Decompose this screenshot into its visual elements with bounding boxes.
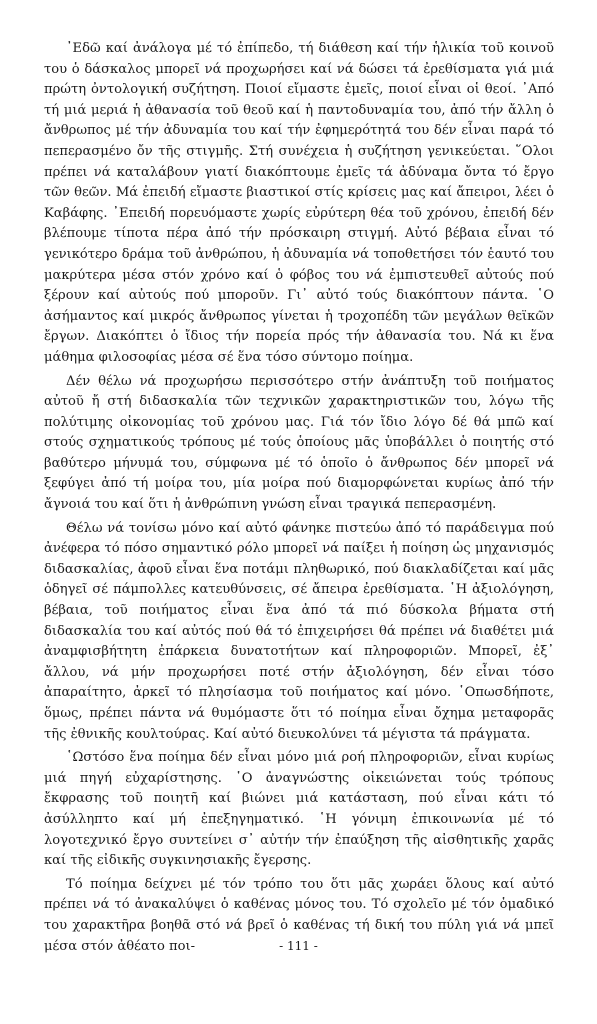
paragraph: ᾿Εδῶ καί ἀνάλογα μέ τό ἐπίπεδο, τή διάθεση καί τήν ἡλικία τοῦ κοινοῦ του ὁ δάσκαλος μπορεῖ νά προχωρήσει καί νά δώσει τά ἐρεθίσματα γιά μιά πρώτη ὀντολογική συζήτηση. Ποιοί εἴμαστε ἐμεῖς, ποιοί εἶναι οἱ θεοί. ᾿Από τή μιά μεριά ἡ ἀθανασία τοῦ θεοῦ καί ἡ παντοδυναμία του, ἀπό τήν ἄλλη ὁ ἄνθρωπος μέ τήν ἀδυναμία του καί τήν ἐφημερότητά του δέν εἶναι παρά τό πεπερασμένο ὄν τῆς στιγμῆς. Στή συνέχεια ἡ συζήτηση γενικεύεται. ῞Ολοι πρέπει νά καταλάβουν γιατί διακόπτουμε ἐμεῖς τά ἀδύναμα ὄντα τό ἔργο τῶν θεῶν. Μά ἐπειδή εἴμαστε βιαστικοί στίς κρίσεις μας καί ἄπειροι, λέει ὁ Καβάφης. ᾿Επειδή πορευόμαστε χωρίς εὐρύτερη θέα τοῦ χρόνου, ἐπειδή δέν βλέπουμε τίποτα πέρα ἀπό τήν πρόσκαιρη στιγμή. Αὐτό βέβαια εἶναι τό γενικότερο δράμα τοῦ ἀνθρώπου, ἡ ἀδυναμία νά τοποθετήσει τόν ἑαυτό του μακρύτερα μέσα στόν χρόνο καί ὁ φόβος του νά ἐμπιστευθεῖ αὐτούς πού ξέρουν καί αὐτούς πού μποροῦν. Γι᾿ αὐτό τούς διακόπτουν πάντα. ῾Ο ἀσήμαντος καί μικρός ἄνθρωπος γίνεται ἡ τροχοπέδη τῶν μεγάλων θεϊκῶν ἔργων. Διακόπτει ὁ ἴδιος τήν πορεία πρός τήν ἀθανασία του. Νά κι ἕνα μάθημα φιλοσοφίας μέσα σέ ἕνα τόσο σύντομο ποίημα. xyxy=(44,41,554,365)
paragraph: Τό ποίημα δείχνει μέ τόν τρόπο του ὅτι μᾶς χωράει ὅλους καί αὐτό πρέπει νά τό ἀνακαλύψει ὁ καθένας μόνος του. Τό σχολεῖο μέ τόν ὁμαδικό του χαρακτῆρα βοηθᾶ στό νά βρεῖ ὁ καθένας τή δική του πύλη γιά νά μπεῖ μέσα στόν ἀθέατο ποι- xyxy=(44,876,554,954)
paragraph: ῾Ωστόσο ἕνα ποίημα δέν εἶναι μόνο μιά ροή πληροφοριῶν, εἶναι κυρίως μιά πηγή εὐχαρίστησης. ῾Ο ἀναγνώστης οἰκειώνεται τούς τρόπους ἔκφρασης τοῦ ποιητῆ καί βιώνει μιά κατάσταση, πού εἶναι κάτι τό ἀσύλληπτο καί μή ἐπεξηγηματικό. ῾Η γόνιμη ἐπικοινωνία μέ τό λογοτεχνικό ἔργο συντείνει σ᾿ αὐτήν τήν ἐπαύξηση τῆς αἰσθητικῆς χαρᾶς καί τῆς εἰδικῆς συγκινησιακῆς ἔγερσης. xyxy=(44,750,554,869)
paragraph: Θέλω νά τονίσω μόνο καί αὐτό φάνηκε πιστεύω ἀπό τό παράδειγμα πού ἀνέφερα τό πόσο σημαντικό ρόλο μπορεῖ νά παίξει ἡ ποίηση ὡς μηχανισμός διδασκαλίας, ἀφοῦ εἶναι ἕνα ποτάμι πληθωρικό, πού διακλαδίζεται καί μᾶς ὁδηγεῖ σέ πάμπολλες κατευθύνσεις, σέ ἄπειρα ἐρεθίσματα. ῾Η ἀξιολόγηση, βέβαια, τοῦ ποιήματος εἶναι ἕνα ἀπό τά πιό δύσκολα βήματα στή διδασκαλία του καί αὐτός πού θά τό ἐπιχειρήσει θά πρέπει νά διαθέτει μιά ἀναμφισβήτητη ἐπάρκεια δυνατοτήτων καί πληροφοριῶν. Μπορεῖ, ἐξ᾿ ἄλλου, νά μήν προχωρήσει ποτέ στήν ἀξιολόγηση, δέν εἶναι τόσο ἀπαραίτητο, ἀρκεῖ τό πλησίασμα τοῦ ποιήματος καί μόνο. ῾Οπωσδήποτε, ὅμως, πρέπει πάντα νά θυμόμαστε ὅτι τό ποίημα εἶναι ὄχημα μεταφορᾶς τῆς ἐθνικῆς κουλτούρας. Καί αὐτό διευκολύνει τά μέγιστα τά πράγματα. xyxy=(44,520,554,742)
page-body xyxy=(44,39,554,957)
page-number: - 111 - xyxy=(279,939,318,953)
paragraph: Δέν θέλω νά προχωρήσω περισσότερο στήν ἀνάπτυξη τοῦ ποιήματος αὐτοῦ ἤ στή διδασκαλία τῶν τεχνικῶν χαρακτηριστικῶν του, λόγω τῆς πολύτιμης οἰκονομίας τοῦ χρόνου μας. Γιά τόν ἴδιο λόγο δέ θά μπῶ καί στούς σχηματικούς τρόπους μέ τούς ὁποίους μᾶς ὑποβάλλει ὁ ποιητής στό βαθύτερο μήνυμά του, σύμφωνα μέ τό ὁποῖο ὁ ἄνθρωπος δέν μπορεῖ νά ξεφύγει ἀπό τή μοίρα του, μία μοίρα πού διαμορφώνεται κυρίως ἀπό τήν ἄγνοιά του καί ὅτι ἡ ἀνθρώπινη γνώση εἶναι τραγικά πεπερασμένη. xyxy=(44,373,554,513)
